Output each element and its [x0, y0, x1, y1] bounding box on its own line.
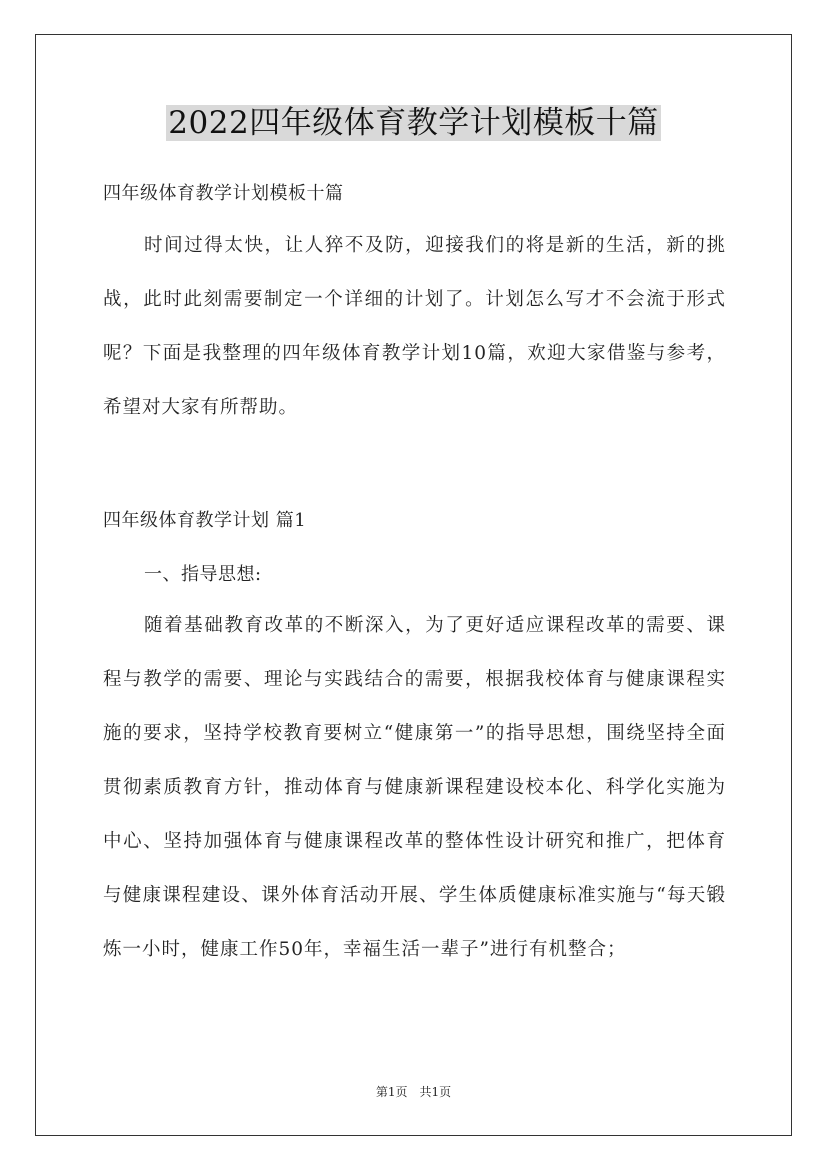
body-paragraph: 随着基础教育改革的不断深入，为了更好适应课程改革的需要、课程与教学的需要、理论与实践结合的需要，根据我校体育与健康课程实施的要求，坚持学校教育要树立“健康第一”的指导思想，围绕坚持全面贯彻素质教育方针，推动体育与健康新课程建设校本化、科学化实施为中心、坚持加强体育与健康课程改革的整体性设计研究和推广，把体育与健康课程建设、课外体育活动开展、学生体质健康标准实施与“每天锻炼一小时，健康工作50年，幸福生活一辈子”进行有机整合； [103, 615, 726, 960]
document-title-text: 2022四年级体育教学计划模板十篇 [168, 105, 659, 141]
intro-paragraph: 时间过得太快，让人猝不及防，迎接我们的将是新的生活，新的挑战，此时此刻需要制定一个详细的计划了。计划怎么写才不会流于形式呢？下面是我整理的四年级体育教学计划10篇，欢迎大家借鉴与参考，希望对大家有所帮助。 [103, 235, 726, 418]
section-subheading: 一、指导思想: [144, 564, 262, 585]
page-number: 第1页 共1页 [375, 1085, 452, 1099]
section-heading: 四年级体育教学计划 篇1 [103, 510, 307, 531]
document-title [0, 98, 827, 148]
document-subtitle: 四年级体育教学计划模板十篇 [103, 183, 344, 204]
